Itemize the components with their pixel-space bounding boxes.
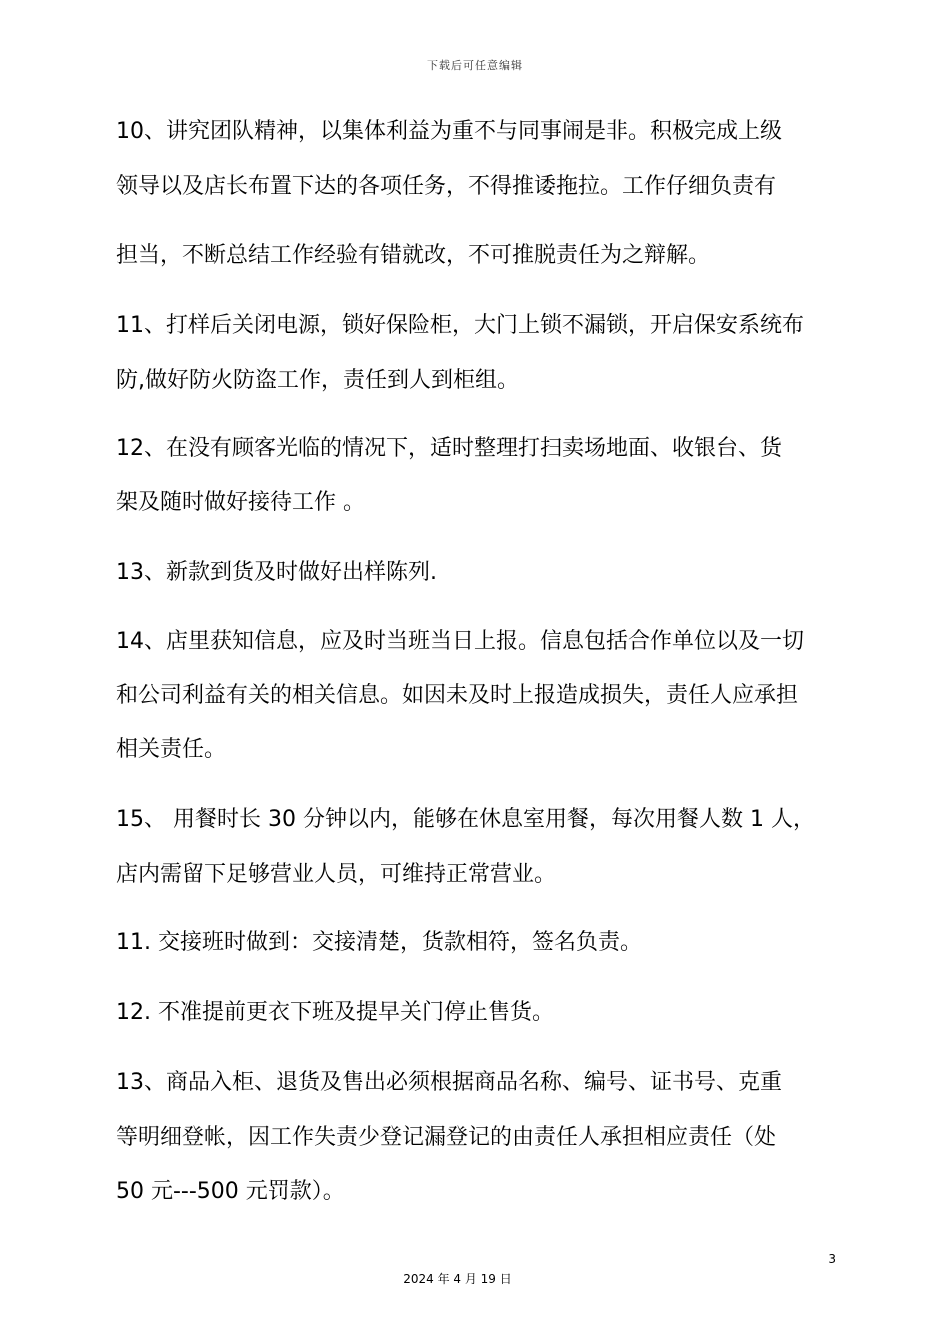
text-line: 架及随时做好接待工作 。 xyxy=(116,490,365,515)
text-line: 10、讲究团队精神，以集体利益为重不与同事闹是非。积极完成上级 xyxy=(116,119,782,144)
text-line: 领导以及店长布置下达的各项任务，不得推诿拖拉。工作仔细负责有 xyxy=(116,174,777,199)
text-line: 11. 交接班时做到：交接清楚，货款相符，签名负责。 xyxy=(116,930,642,955)
text-line: 和公司利益有关的相关信息。如因未及时上报造成损失，责任人应承担 xyxy=(116,683,799,708)
text-line: 12. 不准提前更衣下班及提早关门停止售货。 xyxy=(116,1000,554,1025)
text-line: 担当，不断总结工作经验有错就改，不可推脱责任为之辩解。 xyxy=(116,243,711,268)
text-line: 11、打样后关闭电源，锁好保险柜，大门上锁不漏锁，开启保安系统布 xyxy=(116,313,804,338)
page-number: 3 xyxy=(828,1252,836,1266)
text-line: 店内需留下足够营业人员，可维持正常营业。 xyxy=(116,862,557,887)
text-line: 14、店里获知信息，应及时当班当日上报。信息包括合作单位以及一切 xyxy=(116,629,804,654)
text-line: 相关责任。 xyxy=(116,737,227,762)
footer-date: 2024 年 4 月 19 日 xyxy=(403,1272,512,1286)
text-line: 防,做好防火防盗工作，责任到人到柜组。 xyxy=(116,368,519,393)
text-line: 12、在没有顾客光临的情况下，适时整理打扫卖场地面、收银台、货 xyxy=(116,436,782,461)
text-line: 15、 用餐时长 30 分钟以内，能够在休息室用餐，每次用餐人数 1 人， xyxy=(116,807,815,832)
text-line: 13、新款到货及时做好出样陈列. xyxy=(116,560,437,585)
text-line: 等明细登帐，因工作失责少登记漏登记的由责任人承担相应责任（处 xyxy=(116,1125,777,1150)
text-line: 50 元---500 元罚款）。 xyxy=(116,1179,345,1204)
header-note: 下载后可任意编辑 xyxy=(427,59,523,72)
text-line: 13、商品入柜、退货及售出必须根据商品名称、编号、证书号、克重 xyxy=(116,1070,782,1095)
